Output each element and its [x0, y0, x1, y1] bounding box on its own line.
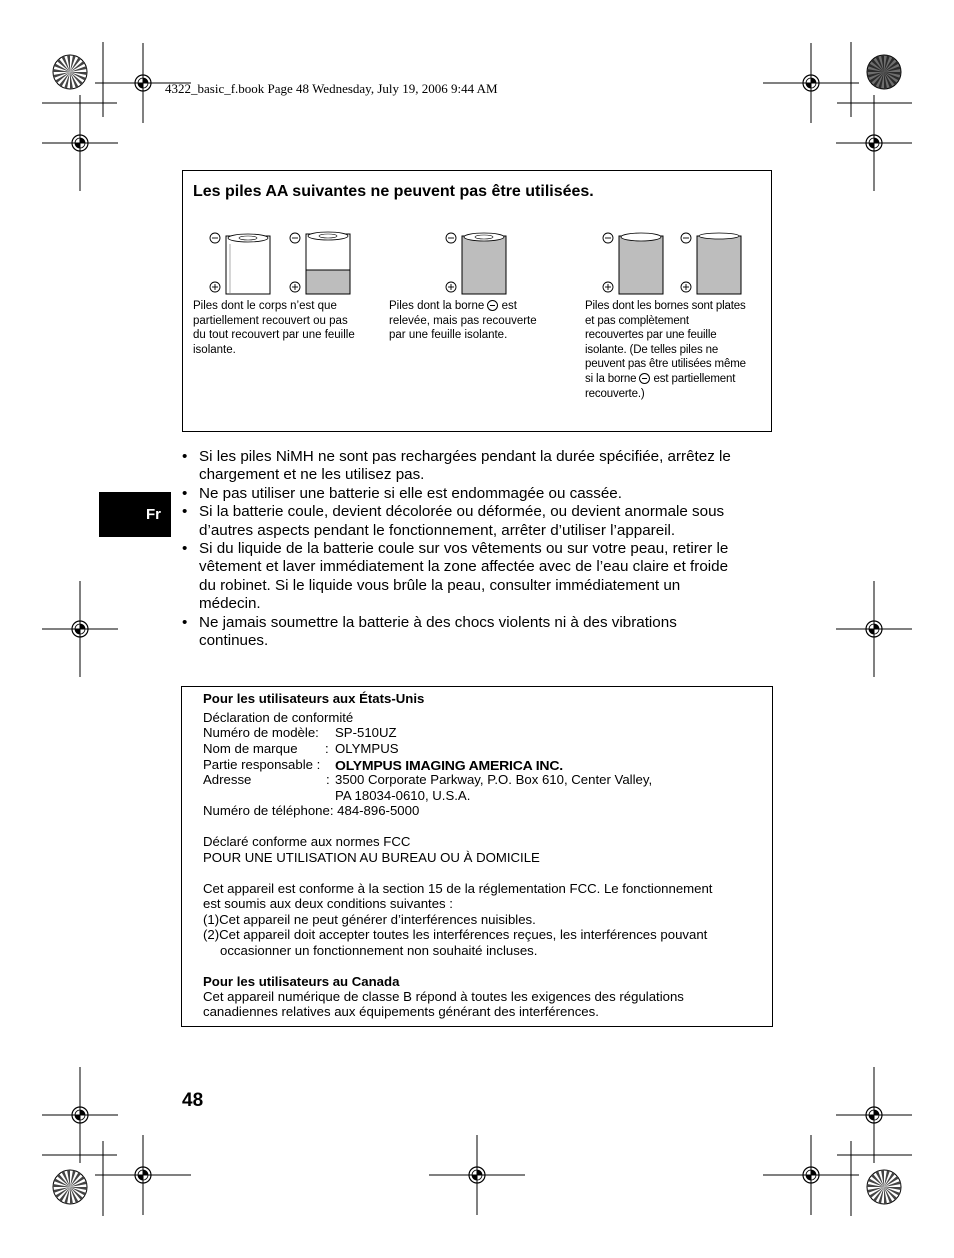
- list-item: • Si les piles NiMH ne sont pas rechargées pendant la durée spécifiée, arrêtez le chargement et ne les utilisez pas.: [182, 448, 731, 484]
- minus-terminal-icon: [639, 373, 650, 384]
- registration-mark: [42, 95, 118, 191]
- caption-partially-wrapped: Piles dont le corps n’est que partiellement recouvert ou pas du tout recouvert par une feuille isolante.: [193, 300, 355, 356]
- caption-raised-terminal: Piles dont la borne est relevée, mais pas recouverte par une feuille isolante.: [389, 300, 537, 342]
- condition-2-line-1: (2)Cet appareil doit accepter toutes les interférences reçues, les interférences pouvant: [203, 927, 708, 942]
- page-number: 48: [182, 1090, 204, 1111]
- brand-colon: :: [325, 741, 329, 756]
- fcc-declared: Déclaré conforme aux normes FCC: [203, 834, 411, 849]
- battery-1-icon: [210, 233, 270, 294]
- star-target-mark: [53, 55, 87, 89]
- list-item: • Si la batterie coule, devient décolorée ou déformée, ou devient anormale sous d’autres aspects pendant le fonctionnement, arrêter d’utiliser l’appareil.: [182, 503, 725, 539]
- canada-users-heading: Pour les utilisateurs au Canada: [203, 974, 400, 989]
- battery-2-icon: [290, 232, 350, 294]
- fcc-paragraph-line-2: est soumis aux deux conditions suivantes :: [203, 896, 453, 911]
- battery-3-icon: [446, 233, 506, 294]
- list-item: • Ne pas utiliser une batterie si elle est endommagée ou cassée.: [182, 484, 622, 502]
- brand-label: Nom de marque: [203, 741, 298, 756]
- star-target-mark: [53, 1170, 87, 1204]
- model-value: SP-510UZ: [335, 725, 397, 740]
- battery-precautions-list: [182, 448, 782, 650]
- minus-terminal-icon: [487, 300, 498, 311]
- canada-line-1: Cet appareil numérique de classe B répond à toutes les exigences des régulations: [203, 989, 684, 1004]
- battery-box-title: Les piles AA suivantes ne peuvent pas être utilisées.: [193, 183, 594, 200]
- condition-2-line-2: occasionner un fonctionnement non souhaité incluses.: [220, 943, 538, 958]
- address-label: Adresse: [203, 772, 252, 787]
- fcc-use: POUR UNE UTILISATION AU BUREAU OU À DOMICILE: [203, 850, 540, 865]
- responsible-party-logotype: OLYMPUS IMAGING AMERICA INC.: [335, 758, 563, 773]
- registration-mark: [836, 1067, 912, 1163]
- registration-mark: [763, 1135, 859, 1215]
- model-label: Numéro de modèle:: [203, 725, 319, 740]
- registration-mark: [42, 581, 118, 677]
- fcc-paragraph-line-1: Cet appareil est conforme à la section 15 de la réglementation FCC. Le fonctionnement: [203, 881, 713, 896]
- registration-mark: [763, 43, 859, 123]
- address-line-2: PA 18034-0610, U.S.A.: [335, 788, 471, 803]
- address-colon: :: [326, 772, 330, 787]
- battery-4-icon: [603, 233, 663, 294]
- caption-flat-terminals: Piles dont les bornes sont plates et pas complètement recouvertes par une feuille isolante. (De telles piles ne peuvent pas être utilisées même si la borne est partiellement recouverte.): [585, 300, 746, 400]
- registration-mark: [836, 581, 912, 677]
- battery-illustrations: [200, 226, 760, 296]
- list-item: • Ne jamais soumettre la batterie à des chocs violents ni à des vibrations continues.: [182, 613, 677, 650]
- canada-line-2: canadiennes relatives aux équipements générant des interférences.: [203, 1004, 599, 1019]
- phone-line: Numéro de téléphone: 484-896-5000: [203, 803, 420, 818]
- declaration-title: Déclaration de conformité: [203, 710, 354, 725]
- us-users-heading: Pour les utilisateurs aux États-Unis: [203, 691, 425, 706]
- star-target-mark: [867, 1170, 901, 1204]
- language-tab-fr: Fr: [99, 492, 171, 537]
- registration-mark: [429, 1135, 525, 1215]
- book-file-header: 4322_basic_f.book Page 48 Wednesday, July 19, 2006 9:44 AM: [165, 81, 498, 96]
- party-label: Partie responsable :: [203, 757, 321, 772]
- brand-value: OLYMPUS: [335, 741, 399, 756]
- registration-mark: [95, 1135, 191, 1215]
- registration-mark: [42, 1067, 118, 1163]
- star-target-mark: [867, 55, 901, 89]
- condition-1: (1)Cet appareil ne peut générer d’interférences nuisibles.: [203, 912, 536, 927]
- list-item: • Si du liquide de la batterie coule sur vos vêtements ou sur votre peau, retirer le vêtement et laver immédiatement la zone affectée avec de l’eau claire et froide du robinet. Si le liquide vous brûle la peau, consulter immédiatement un médecin.: [182, 540, 729, 613]
- address-line-1: 3500 Corporate Parkway, P.O. Box 610, Center Valley,: [335, 772, 653, 787]
- registration-mark: [836, 95, 912, 191]
- battery-5-icon: [681, 233, 741, 294]
